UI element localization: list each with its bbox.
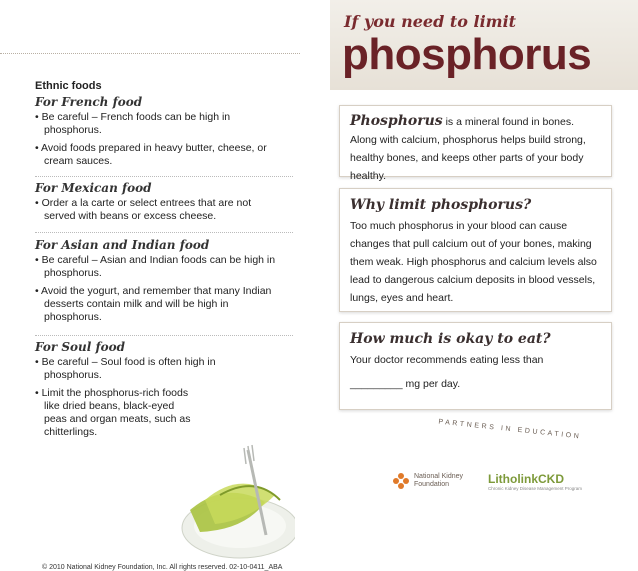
plate-with-fork-image [170, 440, 295, 560]
section-title: For Soul food [35, 340, 126, 354]
top-dotted-divider [0, 53, 300, 54]
national-kidney-foundation-logo [392, 470, 472, 494]
soul-food-section [35, 340, 290, 444]
section-divider [35, 335, 293, 336]
phosphorus-definition-text: is a mineral found in bones. Along with calcium, phosphorus helps build strong, healthy bones, and keeps other parts of your body healthy. [350, 116, 586, 182]
bullet-item: • Be careful – Asian and Indian foods can be high in phosphorus. [35, 254, 276, 279]
section-title: For Mexican food [35, 181, 152, 195]
copyright-footer: © 2010 National Kidney Foundation, Inc. All rights reserved. 02-10-0411_ABA [42, 564, 283, 571]
french-food-section [35, 95, 290, 173]
why-limit-box [339, 188, 612, 312]
nkf-flower-icon [392, 472, 410, 490]
phosphorus-definition-box [339, 105, 612, 182]
how-much-box [339, 322, 612, 410]
phosphorus-term: Phosphorus [350, 113, 443, 129]
litholink-ckd-logo [488, 472, 608, 496]
partners-in-education-text: PARTNERS IN EDUCATION [438, 418, 582, 441]
section-title: For Asian and Indian food [35, 238, 210, 252]
header-title: phosphorus [342, 30, 592, 79]
asian-indian-food-section [35, 238, 290, 329]
how-much-title: How much is okay to eat? [350, 331, 551, 347]
section-title: For French food [35, 95, 143, 109]
header-tagline: If you need to limit [344, 12, 517, 31]
mexican-food-section [35, 181, 290, 228]
section-divider [35, 176, 293, 177]
litholink-logo-text: LitholinkCKD [488, 472, 564, 486]
how-much-line1: Your doctor recommends eating less than [350, 354, 544, 366]
how-much-line2: _________ mg per day. [350, 378, 461, 390]
section-divider [35, 232, 293, 233]
bullet-item: • Order a la carte or select entrees that are not served with beans or excess cheese. [35, 197, 252, 222]
bullet-item: • Avoid the yogurt, and remember that many Indian desserts contain milk and will be high in phosphorus. [35, 285, 272, 323]
why-limit-title: Why limit phosphorus? [350, 197, 532, 213]
bullet-item: • Avoid foods prepared in heavy butter, cheese, or cream sauces. [35, 142, 267, 167]
bullet-item: • Be careful – Soul food is often high in phosphorus. [35, 356, 216, 381]
nkf-logo-text: National Kidney Foundation [414, 473, 464, 488]
bullet-item: • Limit the phosphorus-rich foods like dried beans, black-eyed peas and organ meats, such as chitterlings. [35, 387, 191, 438]
bullet-item: • Be careful – French foods can be high in phosphorus. [35, 111, 231, 136]
ethnic-foods-label: Ethnic foods [35, 80, 102, 92]
top-left-band [0, 0, 300, 56]
litholink-logo-subtext: Chronic Kidney Disease Management Program [488, 486, 583, 491]
ethnic-foods-panel [30, 75, 294, 571]
title-header [330, 0, 638, 90]
why-limit-text: Too much phosphorus in your blood can cause changes that pull calcium out of your bones, making them weak. High phosphorus and calcium levels also lead to dangerous calcium deposits in blood vessels, lungs, eyes and heart. [350, 220, 597, 304]
